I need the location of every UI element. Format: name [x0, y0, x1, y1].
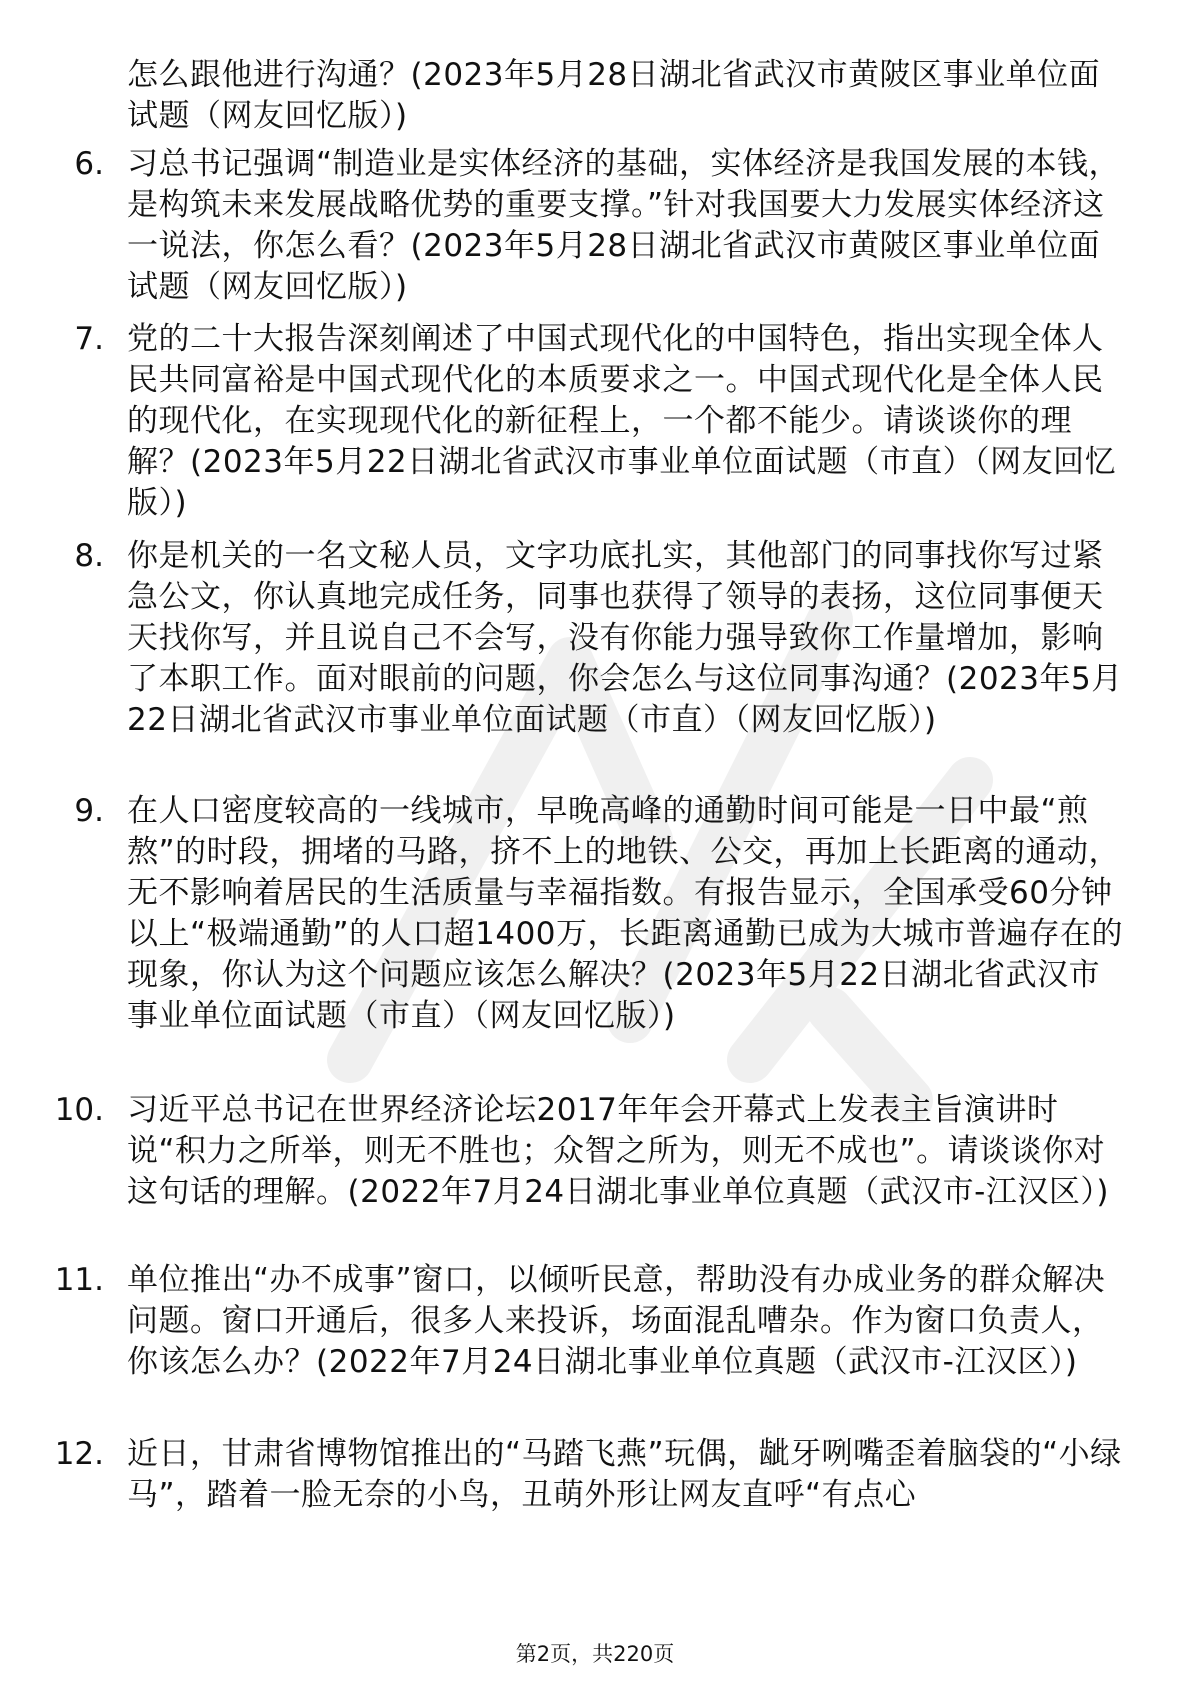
question-number: 9.	[74, 793, 104, 829]
question-text: 习近平总书记在世界经济论坛2017年年会开幕式上发表主旨演讲时说“积力之所举，则无不胜也；众智之所为，则无不成也”。请谈谈你对这句话的理解。(2022年7月24日湖北事业单位真题（武汉市-江汉区）)	[127, 1092, 1109, 1210]
question-text: 在人口密度较高的一线城市，早晚高峰的通勤时间可能是一日中最“煎熬”的时段，拥堵的马路，挤不上的地铁、公交，再加上长距离的通动，无不影响着居民的生活质量与幸福指数。有报告显示，全国承受60分钟以上“极端通勤”的人口超1400万，长距离通勤已成为大城市普遍存在的现象，你认为这个问题应该怎么解决？(2023年5月22日湖北省武汉市事业单位面试题（市直）（网友回忆版）)	[127, 793, 1124, 1034]
question-text: 单位推出“办不成事”窗口，以倾听民意，帮助没有办成业务的群众解决问题。窗口开通后，很多人来投诉，场面混乱嘈杂。作为窗口负责人，你该怎么办？(2022年7月24日湖北事业单位真题（武汉市-江汉区）)	[127, 1262, 1106, 1380]
question-number: 12.	[54, 1436, 104, 1472]
question-5-continuation: 怎么跟他进行沟通？(2023年5月28日湖北省武汉市黄陂区事业单位面试题（网友回忆版）)	[127, 57, 1101, 134]
question-text: 习总书记强调“制造业是实体经济的基础，实体经济是我国发展的本钱，是构筑未来发展战略优势的重要支撑。”针对我国要大力发展实体经济这一说法，你怎么看？(2023年5月28日湖北省武汉市黄陂区事业单位面试题（网友回忆版）)	[127, 146, 1121, 305]
question-text: 近日，甘肃省博物馆推出的“马踏飞燕”玩偶，龇牙咧嘴歪着脑袋的“小绿马”，踏着一脸无奈的小鸟，丑萌外形让网友直呼“有点心	[127, 1436, 1122, 1513]
question-number: 8.	[74, 538, 104, 574]
page-footer: 第2页，共220页	[515, 1642, 675, 1666]
question-text: 党的二十大报告深刻阐述了中国式现代化的中国特色，指出实现全体人民共同富裕是中国式现代化的本质要求之一。中国式现代化是全体人民的现代化，在实现现代化的新征程上，一个都不能少。请谈谈你的理解？(2023年5月22日湖北省武汉市事业单位面试题（市直）（网友回忆版）)	[127, 321, 1117, 521]
question-number: 7.	[74, 321, 104, 357]
question-text: 你是机关的一名文秘人员，文字功底扎实，其他部门的同事找你写过紧急公文，你认真地完成任务，同事也获得了领导的表扬，这位同事便天天找你写，并且说自己不会写，没有你能力强导致你工作量增加，影响了本职工作。面对眼前的问题，你会怎么与这位同事沟通？(2023年5月22日湖北省武汉市事业单位面试题（市直）（网友回忆版）)	[127, 538, 1123, 738]
question-number: 11.	[54, 1262, 104, 1298]
question-number: 6.	[74, 146, 104, 182]
question-number: 10.	[54, 1092, 104, 1128]
